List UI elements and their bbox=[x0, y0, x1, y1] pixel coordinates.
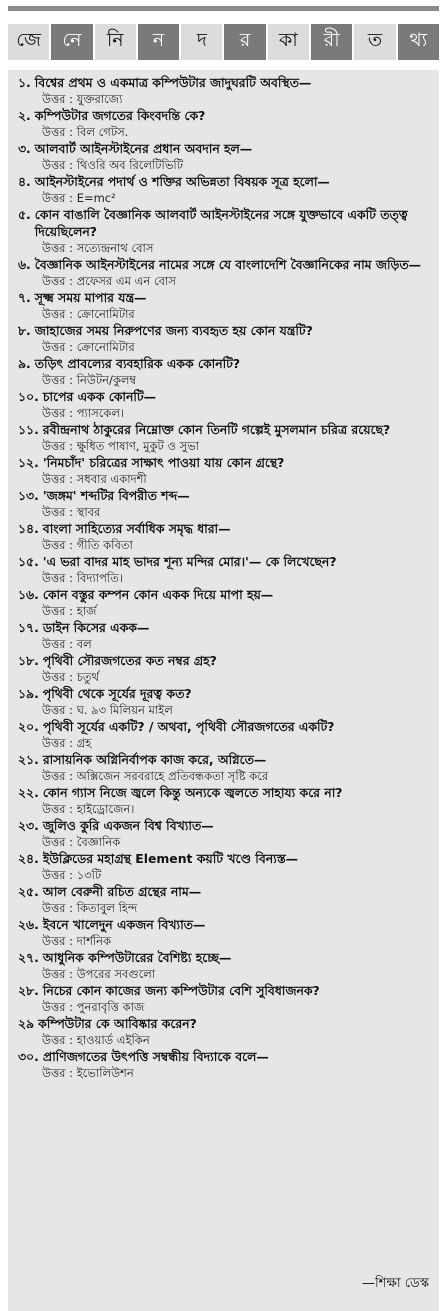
qa-item bbox=[18, 173, 431, 206]
banner-tile: ন bbox=[138, 24, 179, 60]
qa-item bbox=[18, 1048, 431, 1081]
question bbox=[18, 206, 431, 240]
answer-prefix: উত্তর : bbox=[42, 1066, 74, 1080]
question-text: পৃথিবী সৌরজগতের কত নম্বর গ্রহ? bbox=[42, 653, 217, 668]
qa-item bbox=[18, 751, 431, 784]
answer-text: ক্রোনোমিটার bbox=[76, 340, 135, 354]
answer-text: পুনরাবৃত্তি কাজ bbox=[76, 1000, 145, 1014]
question-text: আধুনিক কম্পিউটারের বৈশিষ্ট্য হচ্ছে— bbox=[42, 950, 232, 965]
answer-text: বিল গেটস. bbox=[76, 125, 129, 139]
question bbox=[18, 553, 431, 570]
question-text: বৈজ্ঞানিক আইনস্টাইনের নামের সঙ্গে যে বাংলাদেশি বৈজ্ঞানিকের নাম জড়িত— bbox=[34, 257, 422, 272]
question bbox=[18, 619, 431, 636]
question bbox=[18, 355, 431, 372]
question bbox=[18, 883, 431, 900]
answer-prefix: উত্তর : bbox=[42, 868, 74, 882]
answer bbox=[18, 471, 431, 487]
answer bbox=[18, 570, 431, 586]
qa-item bbox=[18, 652, 431, 685]
answer-prefix: উত্তর : bbox=[42, 1033, 74, 1047]
question bbox=[18, 289, 431, 306]
answer bbox=[18, 966, 431, 982]
qa-item bbox=[18, 817, 431, 850]
question-text: জুলিও কুরি একজন বিশ্ব বিখ্যাত— bbox=[42, 818, 214, 833]
question bbox=[18, 107, 431, 124]
answer bbox=[18, 900, 431, 916]
qa-item bbox=[18, 718, 431, 751]
question-number: ১৩. bbox=[18, 488, 39, 503]
question-number: ২৬. bbox=[18, 917, 39, 932]
answer-text: ঘ. ৯৩ মিলিয়ন মাইল bbox=[76, 703, 173, 717]
question bbox=[18, 256, 431, 273]
question-number: ১৫. bbox=[18, 554, 39, 569]
answer-prefix: উত্তর : bbox=[42, 439, 74, 453]
qa-item bbox=[18, 388, 431, 421]
answer-prefix: উত্তর : bbox=[42, 373, 74, 387]
answer-prefix: উত্তর : bbox=[42, 191, 74, 205]
answer-prefix: উত্তর : bbox=[42, 835, 74, 849]
qa-item bbox=[18, 553, 431, 586]
question bbox=[18, 487, 431, 504]
answer-prefix: উত্তর : bbox=[42, 472, 74, 486]
answer bbox=[18, 669, 431, 685]
qa-item bbox=[18, 487, 431, 520]
answer-text: চতুর্থ bbox=[76, 670, 99, 684]
question-number: ১৭. bbox=[18, 620, 39, 635]
answer bbox=[18, 933, 431, 949]
question-number: ১৬. bbox=[18, 587, 39, 602]
question-text: 'জঙ্গম' শব্দটির বিপরীত শব্দ— bbox=[42, 488, 190, 503]
question bbox=[18, 586, 431, 603]
question bbox=[18, 817, 431, 834]
answer-prefix: উত্তর : bbox=[42, 901, 74, 915]
question-text: বিশ্বের প্রথম ও একমাত্র কম্পিউটার জাদুঘরটি অবস্থিত— bbox=[34, 75, 312, 90]
question-text: কোন গ্যাস নিজে জ্বলে কিন্তু অন্যকে জ্বলতে সাহায্য করে না? bbox=[42, 785, 343, 800]
qa-item bbox=[18, 850, 431, 883]
banner-tile: র bbox=[224, 24, 265, 60]
answer-text: ক্রোনোমিটার bbox=[76, 307, 135, 321]
answer bbox=[18, 273, 431, 289]
answer-text: E=mc² bbox=[76, 191, 116, 205]
question-number: ২৭. bbox=[18, 950, 39, 965]
answer-text: যুক্তরাজ্যে bbox=[76, 92, 123, 106]
question bbox=[18, 652, 431, 669]
answer-text: উপরের সবগুলো bbox=[76, 967, 156, 981]
answer-prefix: উত্তর : bbox=[42, 934, 74, 948]
answer bbox=[18, 190, 431, 206]
qa-item bbox=[18, 355, 431, 388]
question-text: কম্পিউটার কে আবিষ্কার করেন? bbox=[38, 1016, 197, 1031]
answer-text: নিউটন/কুলম্ব bbox=[76, 373, 137, 387]
banner-tile: নে bbox=[51, 24, 92, 60]
banner-tile: কা bbox=[268, 24, 309, 60]
question-number: ২. bbox=[18, 108, 31, 123]
question-text: 'নিমচাঁদ' চরিত্রের সাক্ষাৎ পাওয়া যায় কোন গ্রন্থে? bbox=[42, 455, 285, 470]
question-text: কম্পিউটার জগতের কিংবদন্তি কে? bbox=[34, 108, 206, 123]
answer-text: থিওরি অব রিলেটিভিটি bbox=[76, 158, 183, 172]
question bbox=[18, 784, 431, 801]
question-text: কোন বস্তুর কম্পন কোন একক দিয়ে মাপা হয়— bbox=[42, 587, 274, 602]
answer-text: কিতাবুল হিন্দ bbox=[76, 901, 138, 915]
qa-item bbox=[18, 883, 431, 916]
question bbox=[18, 751, 431, 768]
question bbox=[18, 850, 431, 867]
answer bbox=[18, 438, 431, 454]
qa-item bbox=[18, 289, 431, 322]
answer bbox=[18, 537, 431, 553]
question bbox=[18, 322, 431, 339]
question-number: ৭. bbox=[18, 290, 31, 305]
qa-item bbox=[18, 784, 431, 817]
answer-prefix: উত্তর : bbox=[42, 1000, 74, 1014]
answer-prefix: উত্তর : bbox=[42, 604, 74, 618]
answer-text: হার্জ bbox=[76, 604, 97, 618]
answer-prefix: উত্তর : bbox=[42, 340, 74, 354]
qa-item bbox=[18, 107, 431, 140]
question-number: ৫. bbox=[18, 207, 31, 222]
answer bbox=[18, 405, 431, 421]
answer-prefix: উত্তর : bbox=[42, 967, 74, 981]
question bbox=[18, 685, 431, 702]
question-text: প্রাণিজগতের উৎপত্তি সম্বন্ধীয় বিদ্যাকে বলে— bbox=[42, 1049, 269, 1064]
answer-prefix: উত্তর : bbox=[42, 158, 74, 172]
answer bbox=[18, 735, 431, 751]
question-number: ২১. bbox=[18, 752, 39, 767]
answer-text: ক্ষুধিত পাষাণ, মুকুট ও সুভা bbox=[76, 439, 200, 453]
question-number: ৯. bbox=[18, 356, 31, 371]
answer bbox=[18, 867, 431, 883]
question bbox=[18, 1048, 431, 1065]
answer-text: সধবার একাদশী bbox=[76, 472, 147, 486]
question bbox=[18, 718, 431, 735]
question-number: ১৮. bbox=[18, 653, 39, 668]
question bbox=[18, 388, 431, 405]
question-text: চাপের একক কোনটি— bbox=[42, 389, 157, 404]
answer-prefix: উত্তর : bbox=[42, 274, 74, 288]
question-number: ৬. bbox=[18, 257, 31, 272]
answer bbox=[18, 504, 431, 520]
question-text: সূক্ষ্ম সময় মাপার যন্ত্র— bbox=[34, 290, 147, 305]
answer bbox=[18, 801, 431, 817]
answer-text: স্থাবর bbox=[76, 505, 101, 519]
answer-prefix: উত্তর : bbox=[42, 125, 74, 139]
answer bbox=[18, 306, 431, 322]
question bbox=[18, 1015, 431, 1032]
question-number: ২৩. bbox=[18, 818, 39, 833]
question-text: পৃথিবী থেকে সূর্যের দূরত্ব কত? bbox=[42, 686, 192, 701]
question-text: আল বেরুনী রচিত গ্রন্থের নাম— bbox=[42, 884, 202, 899]
banner-tile: নি bbox=[95, 24, 136, 60]
question-number: ৩. bbox=[18, 141, 31, 156]
question bbox=[18, 74, 431, 91]
question-number: ১০. bbox=[18, 389, 39, 404]
answer bbox=[18, 240, 431, 256]
question bbox=[18, 140, 431, 157]
question-text: আলবার্ট আইনস্টাইনের প্রধান অবদান হল— bbox=[34, 141, 253, 156]
answer bbox=[18, 124, 431, 140]
answer-text: গ্রহ bbox=[76, 736, 92, 750]
question-number: ২৯ bbox=[18, 1016, 35, 1031]
answer-prefix: উত্তর : bbox=[42, 241, 74, 255]
qa-item bbox=[18, 140, 431, 173]
answer bbox=[18, 834, 431, 850]
answer bbox=[18, 1032, 431, 1048]
question-text: তড়িৎ প্রাবল্যের ব্যবহারিক একক কোনটি? bbox=[34, 356, 241, 371]
answer-prefix: উত্তর : bbox=[42, 307, 74, 321]
answer bbox=[18, 157, 431, 173]
question-text: বাংলা সাহিত্যের সর্বাধিক সমৃদ্ধ ধারা— bbox=[42, 521, 231, 536]
banner-tile: জে bbox=[8, 24, 49, 60]
qa-item bbox=[18, 74, 431, 107]
answer-text: হাইড্রোজেন। bbox=[76, 802, 135, 816]
question-text: কোন বাঙালি বৈজ্ঞানিক আলবার্ট আইনস্টাইনের সঙ্গে যুক্তভাবে একটি তত্ত্ব দিয়েছিলেন? bbox=[34, 207, 408, 239]
answer-prefix: উত্তর : bbox=[42, 703, 74, 717]
question-number: ৪. bbox=[18, 174, 31, 189]
banner-tile: ত bbox=[354, 24, 395, 60]
answer bbox=[18, 1065, 431, 1081]
question-number: ২২. bbox=[18, 785, 39, 800]
answer-text: ইভোলিউশন bbox=[76, 1066, 134, 1080]
question bbox=[18, 454, 431, 471]
answer bbox=[18, 339, 431, 355]
answer-text: ১৩টি bbox=[76, 868, 102, 882]
question bbox=[18, 421, 431, 438]
answer-text: বল bbox=[76, 637, 92, 651]
qa-item bbox=[18, 586, 431, 619]
question-number: ১২. bbox=[18, 455, 39, 470]
answer-text: বিদ্যাপতি। bbox=[76, 571, 123, 585]
answer-prefix: উত্তর : bbox=[42, 736, 74, 750]
answer-text: বৈজ্ঞানিক bbox=[76, 835, 121, 849]
qa-item bbox=[18, 619, 431, 652]
answer-prefix: উত্তর : bbox=[42, 670, 74, 684]
answer-text: অক্সিজেন সরবরাহে প্রতিবন্ধকতা সৃষ্টি করে bbox=[76, 769, 269, 783]
question-number: ২৫. bbox=[18, 884, 39, 899]
answer bbox=[18, 603, 431, 619]
question-number: ১. bbox=[18, 75, 31, 90]
answer bbox=[18, 768, 431, 784]
question-text: রাসায়নিক অগ্নিনির্বাপক কাজ করে, অগ্নিতে— bbox=[42, 752, 267, 767]
top-rule bbox=[8, 6, 439, 11]
qa-item bbox=[18, 685, 431, 718]
banner-tile: দ bbox=[181, 24, 222, 60]
question bbox=[18, 982, 431, 999]
answer-text: প্যাসকেল। bbox=[76, 406, 125, 420]
answer-text: গীতি কবিতা bbox=[76, 538, 133, 552]
answer-prefix: উত্তর : bbox=[42, 769, 74, 783]
question-text: ইউক্লিডের মহাগ্রন্থ Element কয়টি খণ্ডে বিন্যস্ত— bbox=[42, 851, 299, 866]
qa-item bbox=[18, 520, 431, 553]
banner-tile: রী bbox=[311, 24, 352, 60]
answer bbox=[18, 999, 431, 1015]
question-text: নিচের কোন কাজের জন্য কম্পিউটার বেশি সুবিধাজনক? bbox=[42, 983, 320, 998]
answer bbox=[18, 91, 431, 107]
answer-prefix: উত্তর : bbox=[42, 802, 74, 816]
question bbox=[18, 520, 431, 537]
question-text: রবীন্দ্রনাথ ঠাকুরের নিম্নোক্ত কোন তিনটি গল্পেই মুসলমান চরিত্র রয়েছে? bbox=[42, 422, 391, 437]
answer-text: সত্যেন্দ্রনাথ বোস bbox=[76, 241, 154, 255]
question-number: ৩০. bbox=[18, 1049, 39, 1064]
question bbox=[18, 916, 431, 933]
qa-item bbox=[18, 1015, 431, 1048]
answer-text: হাওয়ার্ড এইকিন bbox=[76, 1033, 150, 1047]
qa-item bbox=[18, 206, 431, 256]
answer bbox=[18, 372, 431, 388]
answer-prefix: উত্তর : bbox=[42, 538, 74, 552]
qa-item bbox=[18, 322, 431, 355]
question-number: ২৪. bbox=[18, 851, 39, 866]
question-text: জাহাজের সময় নিরুপণের জন্য ব্যবহৃত হয় কোন যন্ত্রটি? bbox=[34, 323, 313, 338]
question-number: ২০. bbox=[18, 719, 39, 734]
answer bbox=[18, 636, 431, 652]
title-banner bbox=[8, 24, 439, 60]
answer-text: দার্শনিক bbox=[76, 934, 112, 948]
question-number: ২৮. bbox=[18, 983, 39, 998]
qa-item bbox=[18, 421, 431, 454]
qa-item bbox=[18, 949, 431, 982]
answer bbox=[18, 702, 431, 718]
qa-list bbox=[8, 70, 439, 1311]
banner-tile: থ্য bbox=[398, 24, 439, 60]
answer-prefix: উত্তর : bbox=[42, 571, 74, 585]
question-number: ১৪. bbox=[18, 521, 39, 536]
qa-item bbox=[18, 256, 431, 289]
question-number: ৮. bbox=[18, 323, 31, 338]
qa-item bbox=[18, 982, 431, 1015]
answer-prefix: উত্তর : bbox=[42, 637, 74, 651]
answer-text: প্রফেসর এম এন বোস bbox=[76, 274, 176, 288]
answer-prefix: উত্তর : bbox=[42, 406, 74, 420]
question-text: 'এ ভরা বাদর মাহ ভাদর শূন্য মন্দির মোর।'— কে লিখেছেন? bbox=[42, 554, 337, 569]
question-number: ১৯. bbox=[18, 686, 39, 701]
question-text: আইনস্টাইনের পদার্থ ও শক্তির অভিন্নতা বিষয়ক সূত্র হলো— bbox=[34, 174, 330, 189]
answer-prefix: উত্তর : bbox=[42, 92, 74, 106]
question bbox=[18, 949, 431, 966]
qa-item bbox=[18, 454, 431, 487]
qa-item bbox=[18, 916, 431, 949]
question-text: পৃথিবী সূর্যের একটি? / অথবা, পৃথিবী সৌরজগতের একটি? bbox=[42, 719, 335, 734]
question-text: ইবনে খালেদুন একজন বিখ্যাত— bbox=[42, 917, 206, 932]
question-number: ১১. bbox=[18, 422, 39, 437]
question-text: ডাইন কিসের একক— bbox=[42, 620, 150, 635]
credit-line: —শিক্ষা ডেস্ক bbox=[361, 1276, 429, 1291]
question bbox=[18, 173, 431, 190]
answer-prefix: উত্তর : bbox=[42, 505, 74, 519]
